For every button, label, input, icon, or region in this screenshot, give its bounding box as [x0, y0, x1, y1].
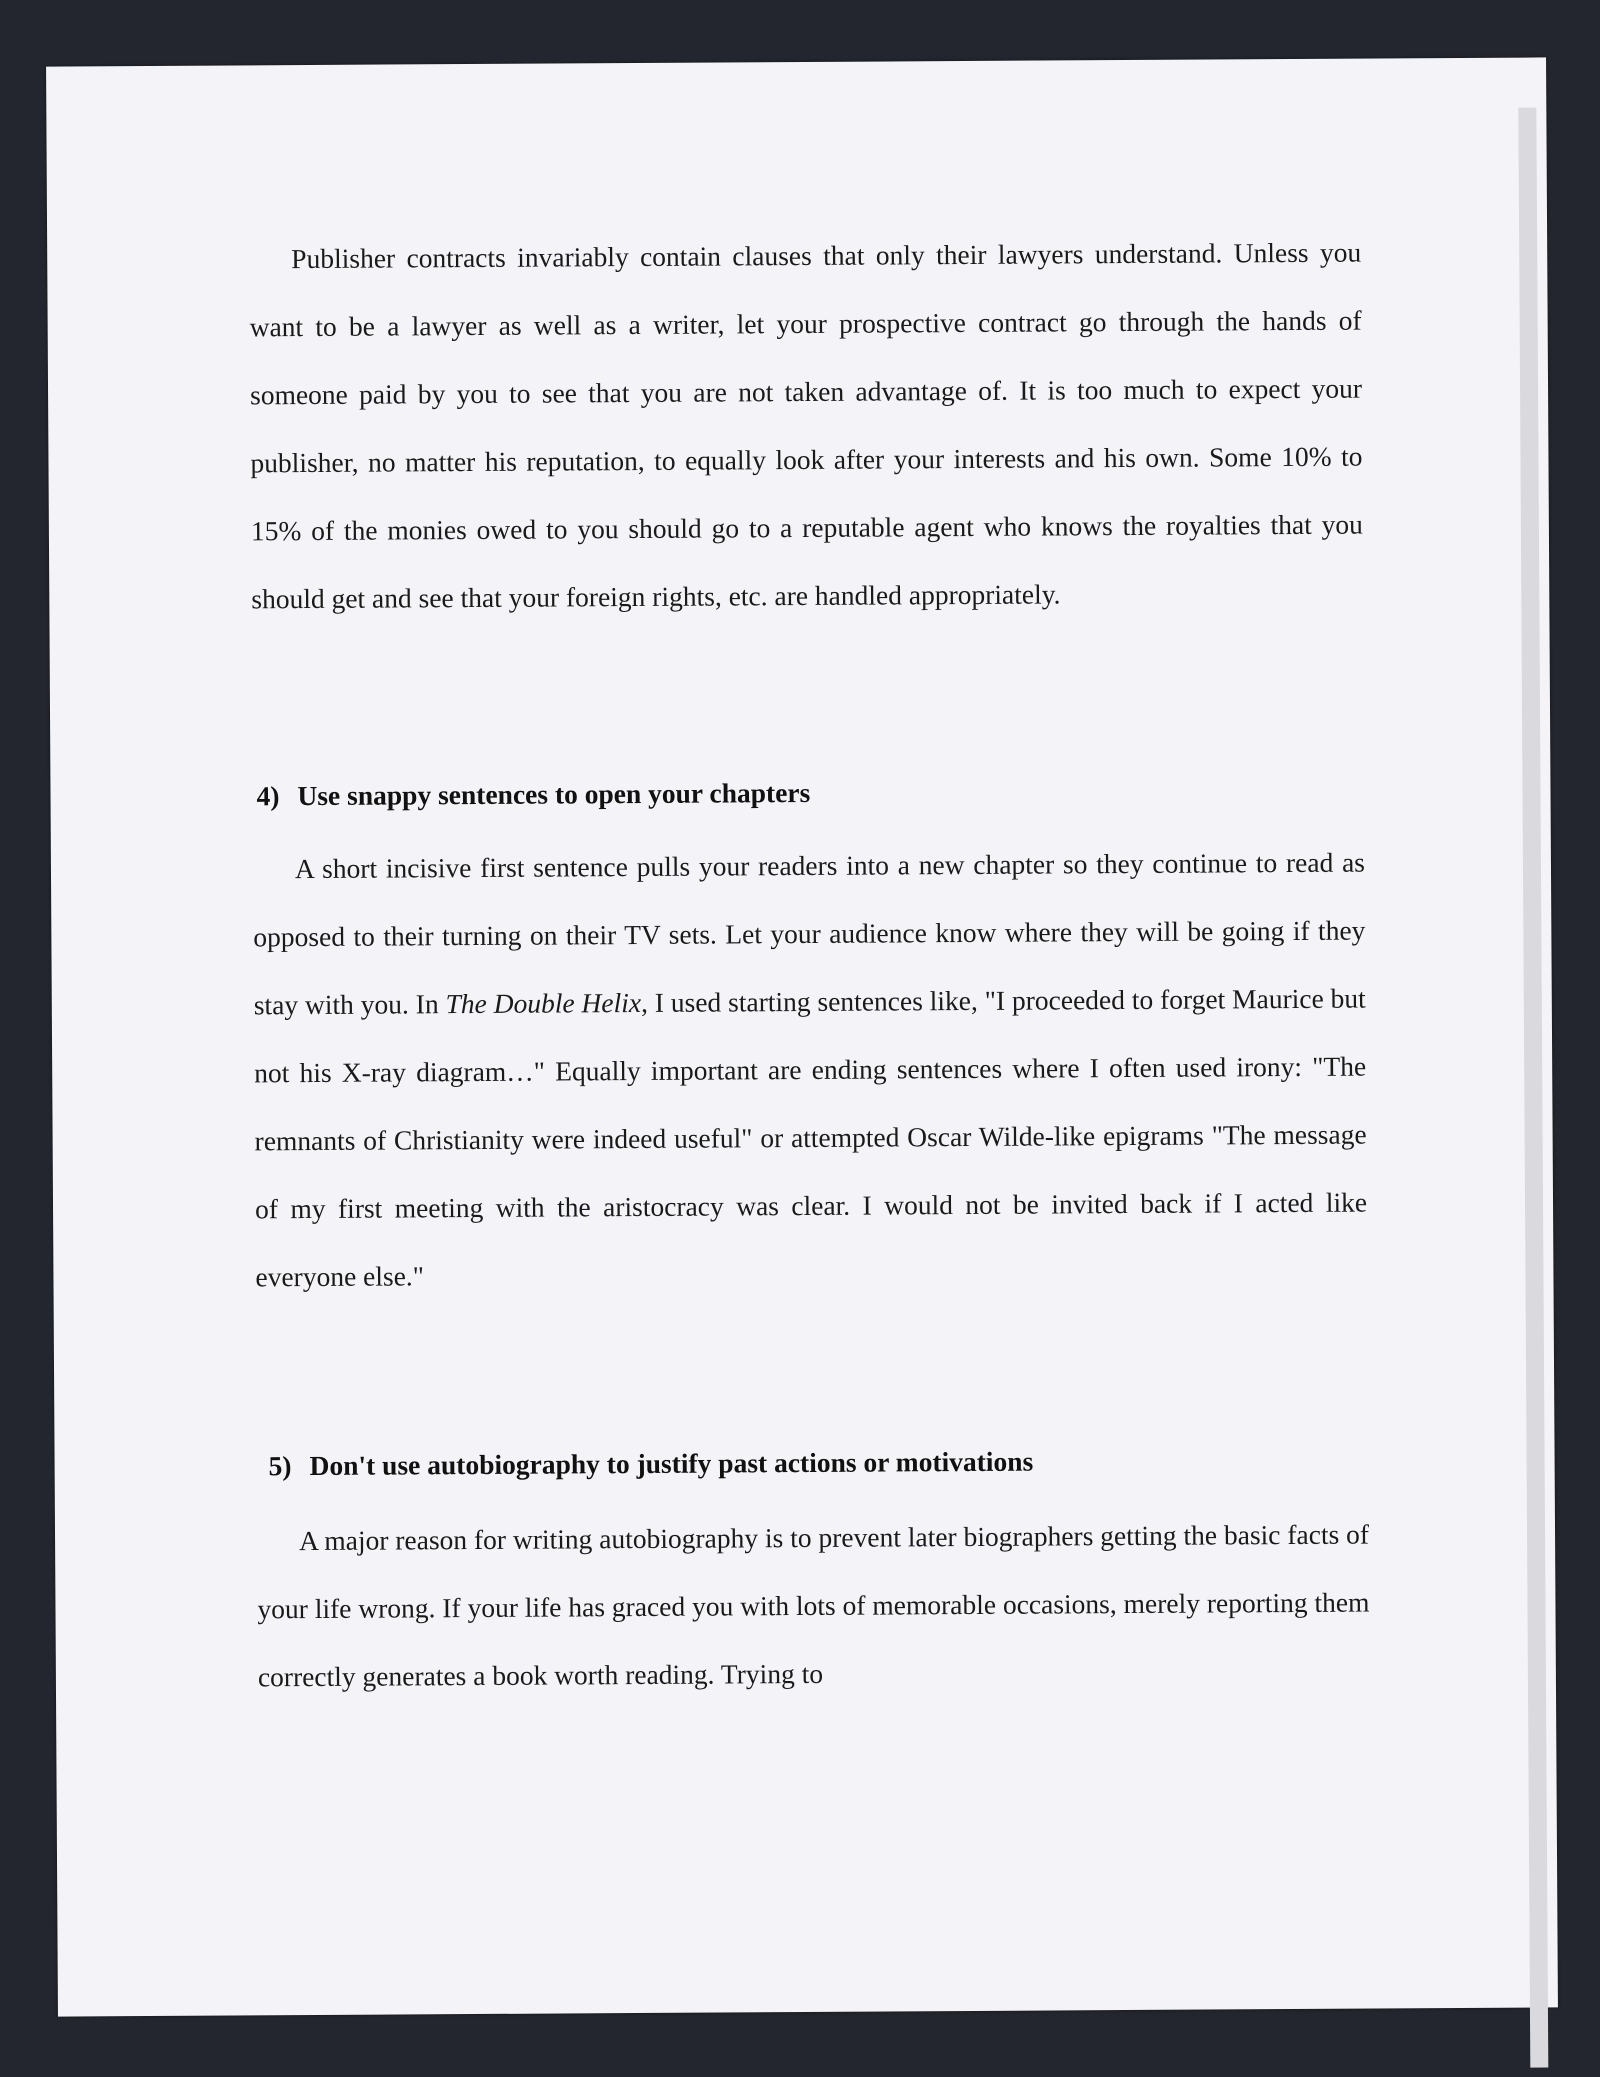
section-4-text-part1: A short incisive first sentence pulls your readers into a new chapter so they continue to read as opposed to their turning on their TV sets. Let your audience know where they will be going if they stay with you. In	[253, 846, 1366, 1021]
paper-edge	[1518, 107, 1548, 2067]
section-5-number: 5)	[268, 1450, 292, 1482]
document-page	[46, 57, 1558, 2016]
section-5-paragraph	[257, 1501, 1370, 1712]
section-4-heading	[256, 777, 810, 812]
section-4-paragraph-text	[253, 829, 1368, 1312]
book-title: The Double Helix	[445, 986, 642, 1020]
section-4-paragraph	[253, 829, 1368, 1312]
section-5-title: Don't use autobiography to justify past actions or motivations	[309, 1445, 1034, 1482]
section-4-text-part2: , I used starting sentences like, "I proceeded to forget Maurice but not his X-ray diagram…" Equally important are ending sentences where I often used irony: "The remnants of Christianity were indeed useful" or attempted Oscar Wilde-like epigrams "The message of my first meeting with the aristocracy was clear. I would not be invited back if I acted like everyone else."	[254, 982, 1368, 1293]
intro-paragraph-text: Publisher contracts invariably contain clauses that only their lawyers understand. Unless you want to be a lawyer as well as a writer, let your prospective contract go through the hands of someone paid by you to see that you are not taken advantage of. It is too much to expect your publisher, no matter his reputation, to equally look after your interests and his own. Some 10% to 15% of the monies owed to you should go to a reputable agent who knows the royalties that you should get and see that your foreign rights, etc. are handled appropriately.	[249, 236, 1363, 615]
section-5-heading	[269, 1446, 1034, 1483]
section-4-number: 4)	[256, 780, 280, 812]
section-5-paragraph-text: A major reason for writing autobiography is to prevent later biographers getting the basic facts of your life wrong. If your life has graced you with lots of memorable occasions, merely reporting them correctly generates a book worth reading. Trying to	[257, 1518, 1370, 1693]
intro-paragraph	[249, 219, 1363, 634]
section-4-title: Use snappy sentences to open your chapters	[297, 776, 811, 812]
